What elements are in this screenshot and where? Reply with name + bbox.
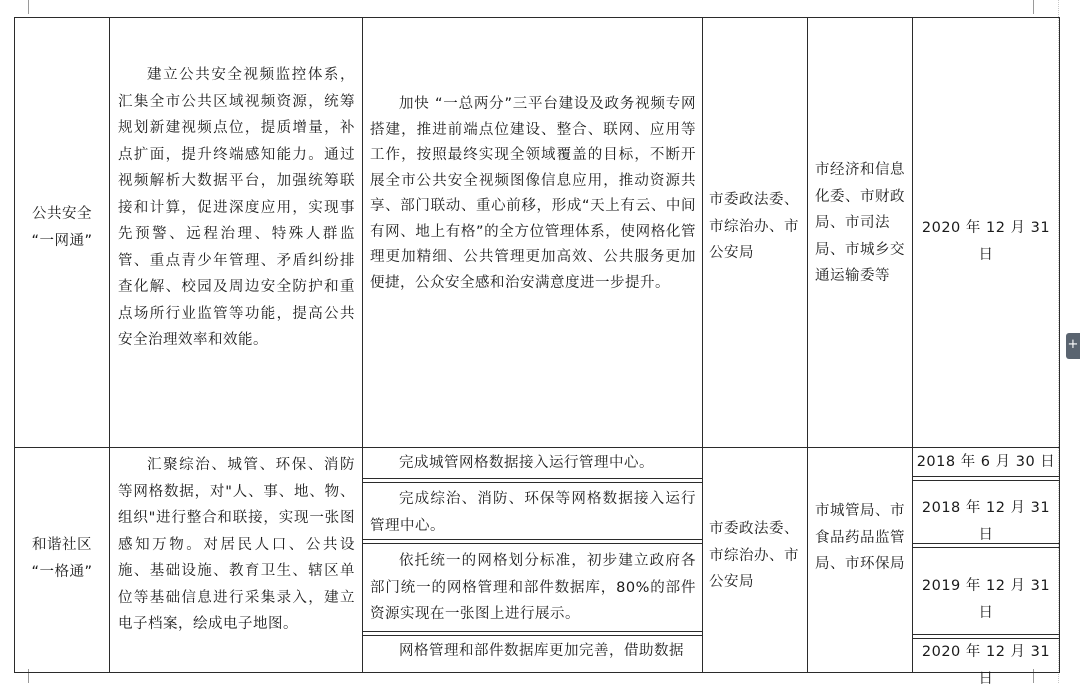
- row2-task-1: 完成城管网格数据接入运行管理中心。: [399, 455, 654, 471]
- row1-coop-dept: 市经济和信息化委、市财政局、市司法局、市城乡交通运输委等: [815, 162, 905, 284]
- row2-deadline-4: 2020 年 12 月 31 日: [921, 644, 1051, 687]
- row1-content: 建立公共安全视频监控体系，汇集全市公共区域视频资源，统筹规划新建视频点位，提质增量，补点扩面，提升终端感知能力。通过视频解析大数据平台，加强统筹联接和计算，促进深度应用，实现事先预警、远程治理、特殊人群监管、重点青少年管理、矛盾纠纷排查化解、校园及周边安全防护和重点场所行业监管等功能，提高公共安全治理效率和效能。: [118, 67, 355, 348]
- row2-task-3: 依托统一的网格划分标准，初步建立政府各部门统一的网格管理和部件数据库，80%的部件资源实现在一张图上进行展示。: [370, 553, 696, 622]
- row2-content: 汇聚综治、城管、环保、消防等网格数据，对"人、事、地、物、组织"进行整合和联接，实现一张图感知万物。对居民人口、公共设施、基础设施、教育卫生、辖区单位等基础信息进行采集录入，建立电子档案，绘成电子地图。: [118, 457, 355, 632]
- row2-category: 和谐社区 “一格通”: [31, 537, 93, 580]
- row2-task-2: 完成综治、消防、环保等网格数据接入运行管理中心。: [370, 491, 696, 534]
- row2-lead-dept: 市委政法委、市综治办、市公安局: [709, 521, 799, 590]
- row1-task: 加快 “一总两分”三平台建设及政务视频专网搭建，推进前端点位建设、整合、联网、应用等工作，按照最终实现全领域覆盖的目标，不断开展全市公共安全视频图像信息应用，推动资源共享、部门联动、重心前移，形成“天上有云、中间有网、地上有格”的全方位管理体系，使网格化管理更加精细、公共管理更加高效、公共服务更加便捷，公众安全感和治安满意度进一步提升。: [370, 96, 696, 291]
- crop-mark-top-left: [14, 0, 29, 14]
- crop-mark-top-right: [1033, 0, 1048, 14]
- expand-handle-button[interactable]: +: [1066, 333, 1080, 359]
- row2-deadline-2: 2018 年 12 月 31 日: [921, 500, 1051, 543]
- row2-coop-dept: 市城管局、市食品药品监管局、市环保局: [815, 503, 905, 572]
- row2-task-4: 网格管理和部件数据库更加完善，借助数据: [399, 643, 684, 659]
- row1-lead-dept: 市委政法委、市综治办、市公安局: [709, 192, 799, 261]
- row2-deadline-3: 2019 年 12 月 31 日: [921, 578, 1051, 621]
- row2-deadline-1: 2018 年 6 月 30 日: [916, 454, 1056, 470]
- row1-category: 公共安全 “一网通”: [31, 206, 93, 249]
- row1-deadline: 2020 年 12 月 31 日: [921, 220, 1051, 263]
